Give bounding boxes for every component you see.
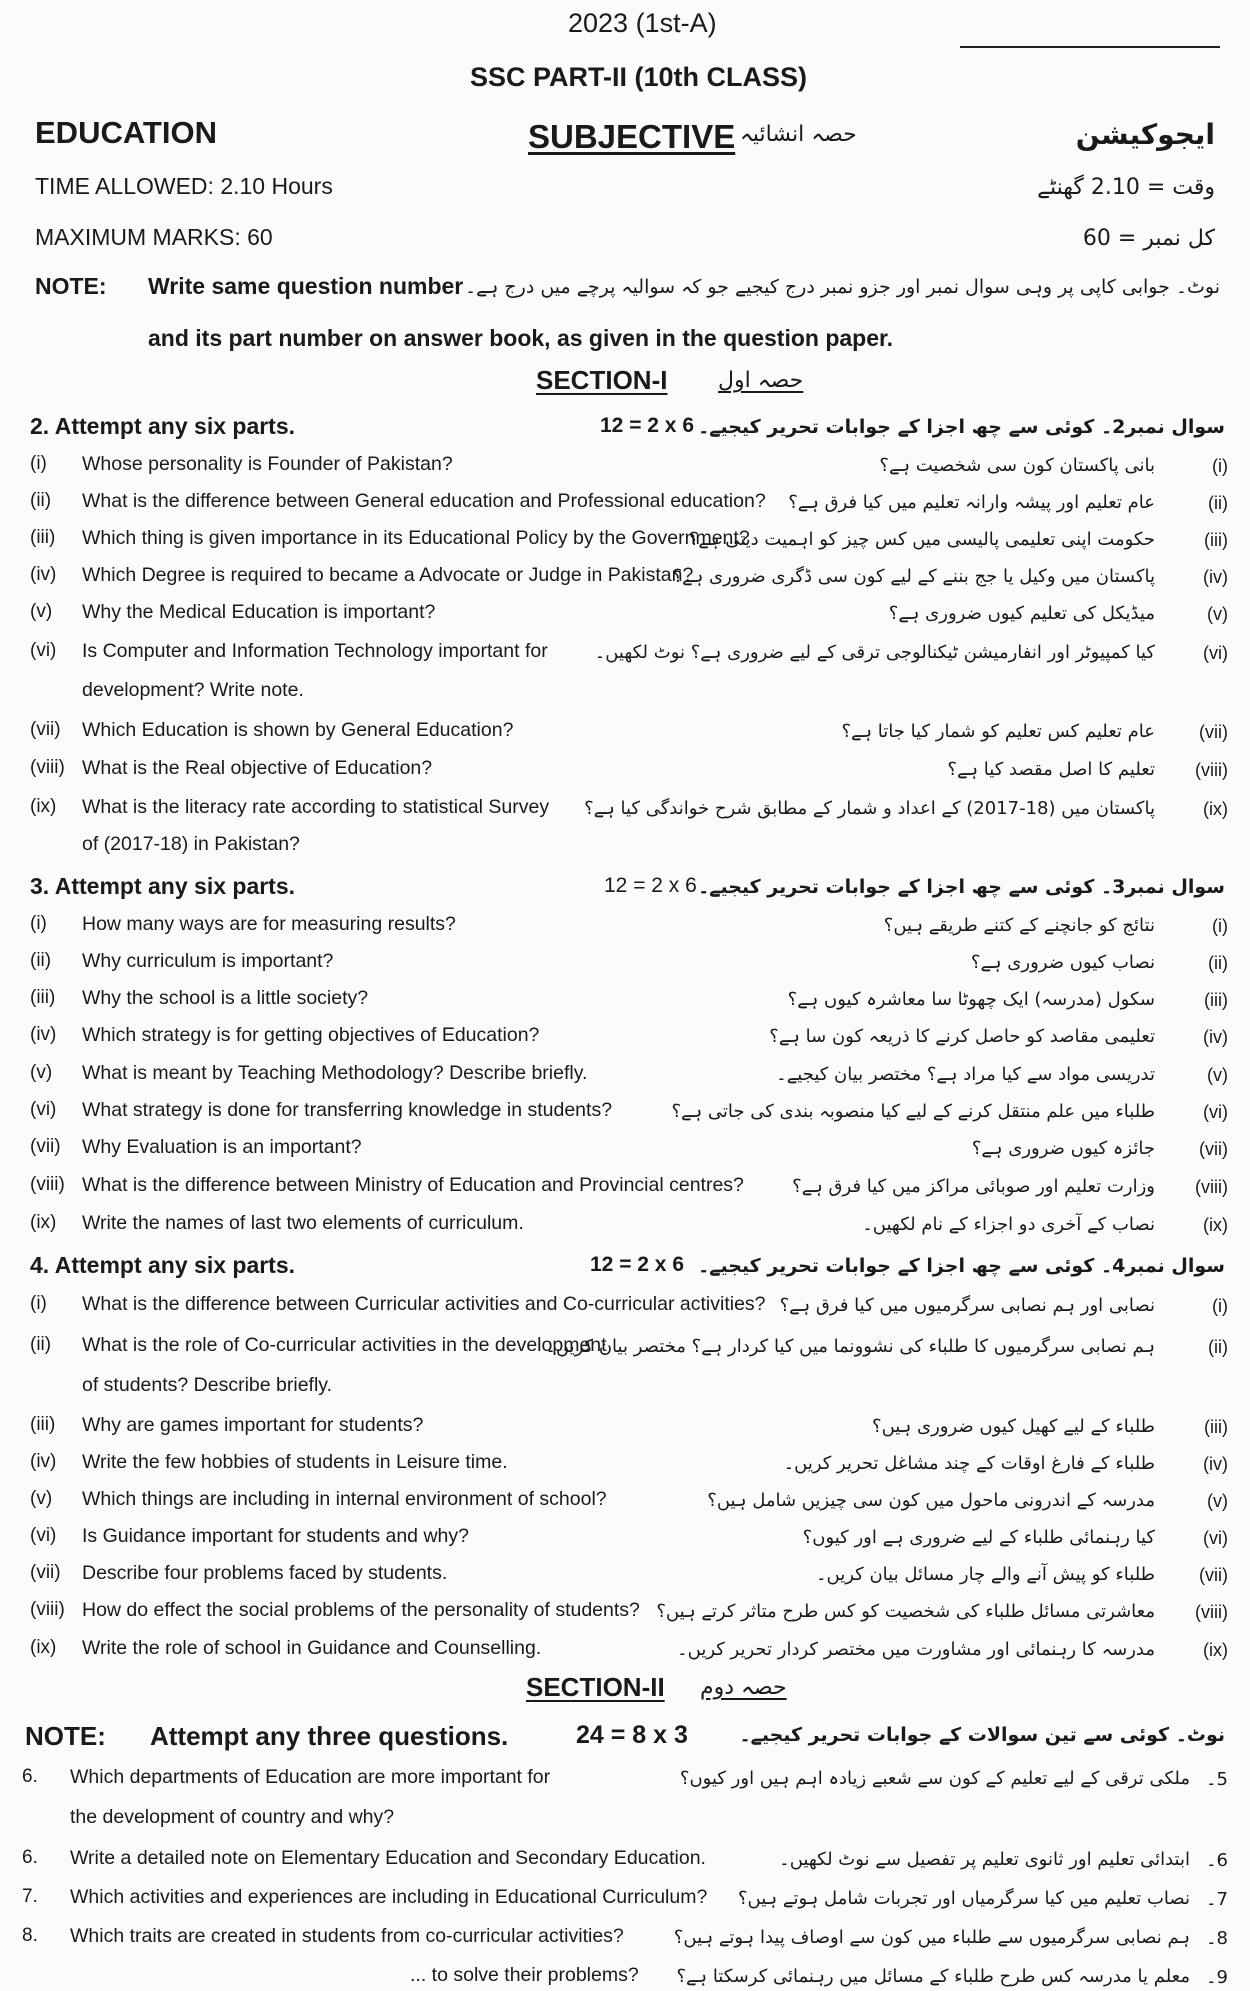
question-text-ur: نصاب تعلیم میں کیا سرگرمیاں اور تجربات شامل ہوتے ہیں؟ [737,1888,1190,1909]
part-number: (iii) [30,1414,56,1435]
q3-title-ur: سوال نمبر3۔ کوئی سے چھ اجزا کے جوابات تحریر کیجیے۔ [698,876,1225,898]
part-number-ur: (iv) [1203,1454,1228,1474]
part-text-en: How do effect the social problems of the personality of students? [82,1599,640,1621]
question-text-en: Which traits are created in students from co-curricular activities? [70,1925,624,1947]
part-number: (i) [30,453,47,474]
question-number-ur: 8۔ [1206,1928,1228,1949]
part-text-en-cont: of (2017-18) in Pakistan? [82,833,300,855]
section2-note-ur: نوٹ۔ کوئی سے تین سوالات کے جوابات تحریر کیجیے۔ [739,1724,1225,1746]
part-number-ur: (vii) [1199,1139,1228,1159]
part-text-ur: میڈیکل کی تعلیم کیوں ضروری ہے؟ [888,603,1155,624]
part-number: (iv) [30,1024,57,1045]
part-number-ur: (v) [1207,1065,1228,1085]
part-text-ur: کیا کمپیوٹر اور انفارمیشن ٹیکنالوجی ترقی کے لیے ضروری ہے؟ نوٹ لکھیں۔ [594,642,1155,663]
part-text-en: What is the role of Co-curricular activities in the development [82,1334,607,1356]
part-number-ur: (i) [1212,1296,1228,1316]
part-number: (ix) [30,1212,57,1233]
part-text-en: Why curriculum is important? [82,950,334,972]
part-text-ur: وزارت تعلیم اور صوبائی مراکز میں کیا فرق ہے؟ [792,1176,1155,1197]
q4-title: Attempt any six parts. [54,1252,296,1278]
question-number-ur: 7۔ [1206,1889,1228,1910]
part-number-ur: (iii) [1204,1417,1228,1437]
part-text-ur: ہم نصابی سرگرمیوں کا طلباء کی نشوونما میں کیا کردار ہے؟ مختصر بیان کریں۔ [545,1336,1155,1357]
part-number: (ii) [30,490,52,511]
part-number: (iv) [30,1451,57,1472]
question-number: 6. [22,1847,38,1868]
part-number: (vi) [30,1099,57,1120]
exam-class: SSC PART-II (10th CLASS) [470,62,808,92]
q4-heading [30,1252,295,1279]
section2-note-label: NOTE: [25,1721,106,1751]
question-number-ur: 5۔ [1206,1769,1228,1790]
subject-title-ur: ایجوکیشن [1075,118,1215,151]
part-number-ur: (iii) [1204,530,1228,550]
question-text-en: ... to solve their problems? [410,1964,639,1986]
part-number: (iii) [30,987,56,1008]
part-number: (viii) [30,1174,65,1195]
part-text-en: What is the Real objective of Education? [82,757,433,779]
part-text-ur: عام تعلیم کس تعلیم کو شمار کیا جاتا ہے؟ [841,721,1155,742]
part-text-ur: عام تعلیم اور پیشہ وارانہ تعلیم میں کیا فرق ہے؟ [788,492,1155,513]
part-number: (vii) [30,1136,61,1157]
note-en-line2: and its part number on answer book, as given in the question paper. [148,325,894,351]
part-text-en: Why Evaluation is an important? [82,1136,362,1158]
part-text-en: Which thing is given importance in its Educational Policy by the Government? [82,527,750,549]
q3-marks: 12 = 2 x 6 [604,874,697,897]
part-text-en: Write the few hobbies of students in Leisure time. [82,1451,508,1473]
q4-title-ur: سوال نمبر4۔ کوئی سے چھ اجزا کے جوابات تحریر کیجیے۔ [698,1255,1225,1277]
part-text-ur: پاکستان میں وکیل یا جج بننے کے لیے کون سی ڈگری ضروری ہے؟ [672,566,1155,587]
max-marks-ur: کل نمبر = 60 [1082,226,1215,251]
q2-number: 2. [30,413,50,439]
part-number-ur: (v) [1207,604,1228,624]
part-number-ur: (iii) [1204,990,1228,1010]
part-text-ur: تعلیم کا اصل مقصد کیا ہے؟ [947,759,1155,780]
section1-title-en: SECTION-I [536,365,668,395]
part-text-en: What is the difference between General education and Professional education? [82,490,766,512]
part-text-en: Which things are including in internal environment of school? [82,1488,607,1510]
question-text-en: Which activities and experiences are including in Educational Curriculum? [70,1886,708,1908]
part-text-ur: طلباء کے فارغ اوقات کے چند مشاغل تحریر کریں۔ [783,1453,1155,1474]
part-number-ur: (viii) [1195,760,1228,780]
part-number-ur: (ix) [1203,1215,1228,1235]
part-text-ur: معاشرتی مسائل طلباء کی شخصیت کو کس طرح متاثر کرتے ہیں؟ [656,1601,1155,1622]
part-text-ur: نصاب کیوں ضروری ہے؟ [970,952,1155,973]
part-number: (ii) [30,1334,52,1355]
part-text-en: Which strategy is for getting objectives of Education? [82,1024,540,1046]
note-label: NOTE: [35,273,107,299]
note-ur: نوٹ۔ جوابی کاپی پر وہی سوال نمبر اور جزو نمبر درج کیجیے جو کہ سوالیہ پرچے میں درج ہے۔ [464,276,1220,298]
roll-number-line [960,46,1220,48]
question-number: 8. [22,1925,38,1946]
part-number: (i) [30,913,47,934]
part-text-ur: تعلیمی مقاصد کو حاصل کرنے کا ذریعہ کون سا ہے؟ [769,1026,1155,1047]
part-text-en: What is the difference between Curricular activities and Co-curricular activities? [82,1293,766,1315]
part-text-en: What is meant by Teaching Methodology? Describe briefly. [82,1062,588,1084]
part-number: (i) [30,1293,47,1314]
part-text-en-cont: of students? Describe briefly. [82,1374,333,1396]
part-text-ur: پاکستان میں (18-2017) کے اعداد و شمار کے مطابق شرح خواندگی کیا ہے؟ [584,798,1155,819]
part-number-ur: (iv) [1203,567,1228,587]
part-text-ur: حکومت اپنی تعلیمی پالیسی میں کس چیز کو اہمیت دیتی ہے؟ [688,529,1155,550]
q3-heading [30,873,295,900]
part-text-ur: طلباء میں علم منتقل کرنے کے لیے کیا منصوبہ بندی کی جاتی ہے؟ [671,1101,1155,1122]
part-text-en: Write the role of school in Guidance and Counselling. [82,1637,542,1659]
question-number-ur: 6۔ [1206,1850,1228,1871]
part-number: (ii) [30,950,52,971]
question-number: 6. [22,1766,38,1787]
part-text-ur: طلباء کو پیش آنے والے چار مسائل بیان کریں۔ [815,1564,1155,1585]
q2-marks: 12 = 2 x 6 [600,414,694,437]
part-text-en: What is the difference between Ministry of Education and Provincial centres? [82,1174,744,1196]
part-text-ur: طلباء کے لیے کھیل کیوں ضروری ہیں؟ [872,1416,1155,1437]
part-number-ur: (i) [1212,456,1228,476]
part-text-ur: نتائج کو جانچنے کے کتنے طریقے ہیں؟ [883,915,1155,936]
part-number-ur: (i) [1212,916,1228,936]
part-number: (vi) [30,1525,57,1546]
part-number-ur: (v) [1207,1491,1228,1511]
part-number-ur: (vi) [1203,643,1228,663]
part-text-ur: تدریسی مواد سے کیا مراد ہے؟ مختصر بیان کیجیے۔ [776,1064,1155,1085]
part-number-ur: (ix) [1203,1640,1228,1660]
section2-note-en: Attempt any three questions. [150,1721,509,1751]
question-text-en: Write a detailed note on Elementary Education and Secondary Education. [70,1847,706,1869]
part-number-ur: (vi) [1203,1528,1228,1548]
question-text-en: Which departments of Education are more important for [70,1766,551,1788]
part-number: (iii) [30,527,56,548]
part-number: (v) [30,1062,53,1083]
part-text-ur: مدرسہ کا رہنمائی اور مشاورت میں مختصر کردار تحریر کریں۔ [677,1639,1155,1660]
question-number: 7. [22,1886,38,1907]
q4-marks: 12 = 2 x 6 [590,1253,684,1276]
paper-type-en: SUBJECTIVE [528,118,736,155]
section2-title-en: SECTION-II [526,1672,665,1702]
part-number: (vii) [30,719,61,740]
part-number: (v) [30,601,53,622]
subject-title-en: EDUCATION [35,115,217,150]
question-text-ur: معلم یا مدرسہ کس طرح طلباء کے مسائل میں رہنمائی کرسکتا ہے؟ [676,1966,1190,1987]
part-text-en: Write the names of last two elements of curriculum. [82,1212,524,1234]
part-text-en: Is Computer and Information Technology important for [82,640,548,662]
part-number-ur: (vii) [1199,722,1228,742]
part-text-ur: جائزہ کیوں ضروری ہے؟ [971,1138,1155,1159]
part-text-ur: سکول (مدرسہ) ایک چھوٹا سا معاشرہ کیوں ہے؟ [787,989,1155,1010]
question-number-ur: 9۔ [1206,1967,1228,1988]
part-text-en: How many ways are for measuring results? [82,913,456,935]
part-number: (v) [30,1488,53,1509]
max-marks-en: MAXIMUM MARKS: 60 [35,224,273,250]
part-number: (iv) [30,564,57,585]
time-allowed-ur: وقت = 2.10 گھنٹے [1037,175,1215,200]
part-text-en: Why are games important for students? [82,1414,424,1436]
part-text-en: Is Guidance important for students and why? [82,1525,469,1547]
part-number: (viii) [30,1599,65,1620]
part-number-ur: (iv) [1203,1027,1228,1047]
q3-number: 3. [30,873,50,899]
part-number-ur: (ii) [1208,953,1228,973]
part-text-ur: مدرسہ کے اندرونی ماحول میں کون سی چیزیں شامل ہیں؟ [707,1490,1155,1511]
part-text-en: Which Education is shown by General Education? [82,719,514,741]
part-text-en: Which Degree is required to became a Advocate or Judge in Pakistan? [82,564,694,586]
time-allowed-en: TIME ALLOWED: 2.10 Hours [35,173,333,199]
part-number-ur: (ix) [1203,799,1228,819]
q4-number: 4. [30,1252,50,1278]
part-number: (vi) [30,640,57,661]
part-text-en: Whose personality is Founder of Pakistan? [82,453,453,475]
part-text-en: What strategy is done for transferring knowledge in students? [82,1099,613,1121]
part-number-ur: (vi) [1203,1102,1228,1122]
part-number-ur: (vii) [1199,1565,1228,1585]
q2-title: Attempt any six parts. [54,413,296,439]
exam-year: 2023 (1st-A) [568,8,717,38]
question-text-ur: ملکی ترقی کے لیے تعلیم کے کون سے شعبے زیادہ اہم ہیں اور کیوں؟ [679,1768,1190,1789]
part-text-ur: کیا رہنمائی طلباء کے لیے ضروری ہے اور کیوں؟ [802,1527,1155,1548]
q3-title: Attempt any six parts. [54,873,296,899]
note-en-line1: Write same question number [148,273,464,299]
part-text-en-cont: development? Write note. [82,679,304,701]
part-number-ur: (viii) [1195,1177,1228,1197]
part-number: (ix) [30,796,57,817]
part-text-en: Why the school is a little society? [82,987,369,1009]
part-number: (viii) [30,757,65,778]
part-number-ur: (viii) [1195,1602,1228,1622]
part-text-en: What is the literacy rate according to statistical Survey [82,796,550,818]
part-number: (vii) [30,1562,61,1583]
section2-note-marks: 24 = 8 x 3 [576,1721,688,1749]
part-text-ur: نصاب کے آخری دو اجزاء کے نام لکھیں۔ [862,1214,1155,1235]
section2-title-ur: حصہ دوم [700,1675,787,1700]
paper-type-ur: حصہ انشائیہ [740,122,857,147]
part-number: (ix) [30,1637,57,1658]
section1-title-ur: حصہ اول [718,368,804,393]
question-text-en-cont: the development of country and why? [70,1806,395,1828]
question-text-ur: ابتدائی تعلیم اور ثانوی تعلیم پر تفصیل سے نوٹ لکھیں۔ [779,1849,1190,1870]
q2-title-ur: سوال نمبر2۔ کوئی سے چھ اجزا کے جوابات تحریر کیجیے۔ [698,416,1225,438]
part-text-en: Why the Medical Education is important? [82,601,436,623]
part-text-en: Describe four problems faced by students. [82,1562,448,1584]
part-number-ur: (ii) [1208,1337,1228,1357]
part-text-ur: نصابی اور ہم نصابی سرگرمیوں میں کیا فرق ہے؟ [779,1295,1155,1316]
part-text-ur: بانی پاکستان کون سی شخصیت ہے؟ [879,455,1155,476]
question-text-ur: ہم نصابی سرگرمیوں سے طلباء میں کون سے اوصاف پیدا ہوتے ہیں؟ [673,1927,1190,1948]
q2-heading [30,413,295,440]
part-number-ur: (ii) [1208,493,1228,513]
